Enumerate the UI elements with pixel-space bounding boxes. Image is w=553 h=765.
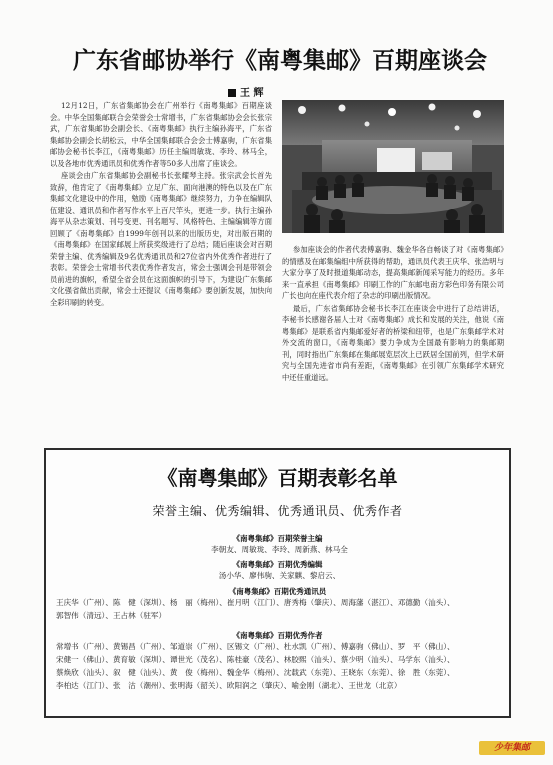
honor-list-box xyxy=(44,448,511,718)
meeting-photo xyxy=(282,100,504,233)
category-names xyxy=(56,543,503,556)
article-paragraph: 12月12日，广东省集邮协会在广州举行《南粤集邮》百期座谈会。中华全国集邮联合会荣誉会士常增书，广东省集邮协会会长张宗武，广东省集邮协会副会长、《南粤集邮》执行主编孙海平，广东省集邮协会副会长胡松云，中华全国集邮联合会会士傅嘉驹，广东省集邮协会秘书长李江，《南粤集邮》历任主编周敏珑、李玲、林马全，以及各地市优秀通讯员和优秀作者等50多人出席了座谈会。 xyxy=(50,101,272,168)
author-name: 王 辉 xyxy=(240,88,264,99)
category-names xyxy=(56,569,503,582)
article-right-column xyxy=(282,244,504,384)
name-line: 蔡焕欣（汕头）、叙 健（汕头）、黄 俊（梅州）、魏金华（梅州）、沈载武（东莞）、王晓东（东莞）、徐 胜（东莞）、 xyxy=(56,668,455,677)
article-paragraph: 参加座谈会的作者代表傅嘉驹、魏金华各自畅谈了对《南粤集邮》的情感及在邮集编组中所获得的帮助，通讯员代表王庆华、张浩明与大家分享了及时报道集邮动态，提高集邮新闻采写能力的经历。多年来一直承担《南粤集邮》印刷工作的广东邮电南方彩色印务有限公司广长也向在座代表介绍了杂志的印刷出版情况。 xyxy=(282,245,504,300)
category-heading: 《南粤集邮》百期优秀通讯员 xyxy=(228,587,327,596)
name-line: 汤小华、廖伟驹、关家麒、黎启云、 xyxy=(218,571,341,580)
name-line: 王庆华（广州）、陈 健（深圳）、杨 丽（梅州）、崔月明（江门）、唐秀梅（肇庆）、周海藩（湛江）、邓德勤（汕头）、 xyxy=(56,598,455,607)
category-names xyxy=(56,640,503,692)
honor-list-title: 《南粤集邮》百期表彰名单 xyxy=(157,466,398,490)
category-heading: 《南粤集邮》百期优秀编辑 xyxy=(232,560,323,569)
article-paragraph: 座谈会由广东省集邮协会副秘书长张耀琴主持。张宗武会长首先致辞，他肯定了《南粤集邮》立足广东、面向港澳的特色以及在广东集邮文化建设中的作用，勉励《南粤集邮》继续努力，力争在编辑队伍建设、通讯员和作者写作水平上百尺竿头，更进一步。执行主编孙海平从杂志策划、刊号变更、刊名题写、风格特色、主编编辑等方面回顾了《南粤集邮》自1999年创刊以来的出版历史，对出版百期的《南粤集邮》在国家邮展上所获奖级进行了总结；随后座谈会对百期荣誉主编、优秀编辑及9名优秀通讯员和27位省内外优秀作者进行了表彰。荣誉会士常增书代表优秀作者发言，常会士强调会刊是带领会员前进的旗帜，希望全省会员在这面旗帜的引导下，为建设广东集邮文化强省做出贡献，常会士还提议《南粤集邮》要创新发展，加快向全彩印刷的转变。 xyxy=(50,171,272,307)
article-title: 广东省邮协举行《南粤集邮》百期座谈会 xyxy=(73,48,487,74)
name-line: 李柏达（江门）、张 沽（潮州）、张明海（韶关）、欧阳润之（肇庆）、喻金刚（湖北）、王世龙（北京） xyxy=(56,681,402,690)
article-paragraph: 最后，广东省集邮协会秘书长李江在座谈会中进行了总结讲话，李秘书长感谢各届人士对《南粤集邮》成长和发展的关注，他说《南粤集邮》是联系省内集邮爱好者的桥梁和纽带，也是广东集邮学术对外交流的窗口，《南粤集邮》要力争成为全国最有影响力的集邮期刊，同时指出广东集邮在集邮展览层次上已跃居全国前列，但学术研究与全国先进省市尚有差距，《南粤集邮》在引领广东集邮学术研究中还任重道远。 xyxy=(282,303,504,382)
category-heading: 《南粤集邮》百期荣誉主编 xyxy=(232,534,323,543)
honor-list-subtitle: 荣誉主编、优秀编辑、优秀通讯员、优秀作者 xyxy=(152,504,403,518)
name-line: 李朝友、周敏珑、李玲、周新燕、林马全 xyxy=(211,545,348,554)
name-line: 常增书（广州）、黄锡昌（广州）、邹道崇（广州）、区锡文（广州）、杜水凯（广州）、傅嘉驹（佛山）、罗 平（佛山）、 xyxy=(56,642,455,651)
name-line: 宋健一（佛山）、黄育敏（深圳）、谭世光（茂名）、陈桂豪（茂名）、林胶熙（汕头）、蔡少明（汕头）、马学东（汕头）、 xyxy=(56,655,455,664)
byline-square-icon xyxy=(228,89,236,97)
meeting-room-photo-image xyxy=(282,100,504,233)
category-heading: 《南粤集邮》百期优秀作者 xyxy=(232,631,323,640)
byline xyxy=(228,84,263,99)
name-line: 郭智伟（清远）、王占林（驻军） xyxy=(56,611,167,620)
category-names xyxy=(56,596,503,622)
magazine-logo: 少年集邮 xyxy=(479,741,545,755)
article-left-column xyxy=(50,100,272,309)
